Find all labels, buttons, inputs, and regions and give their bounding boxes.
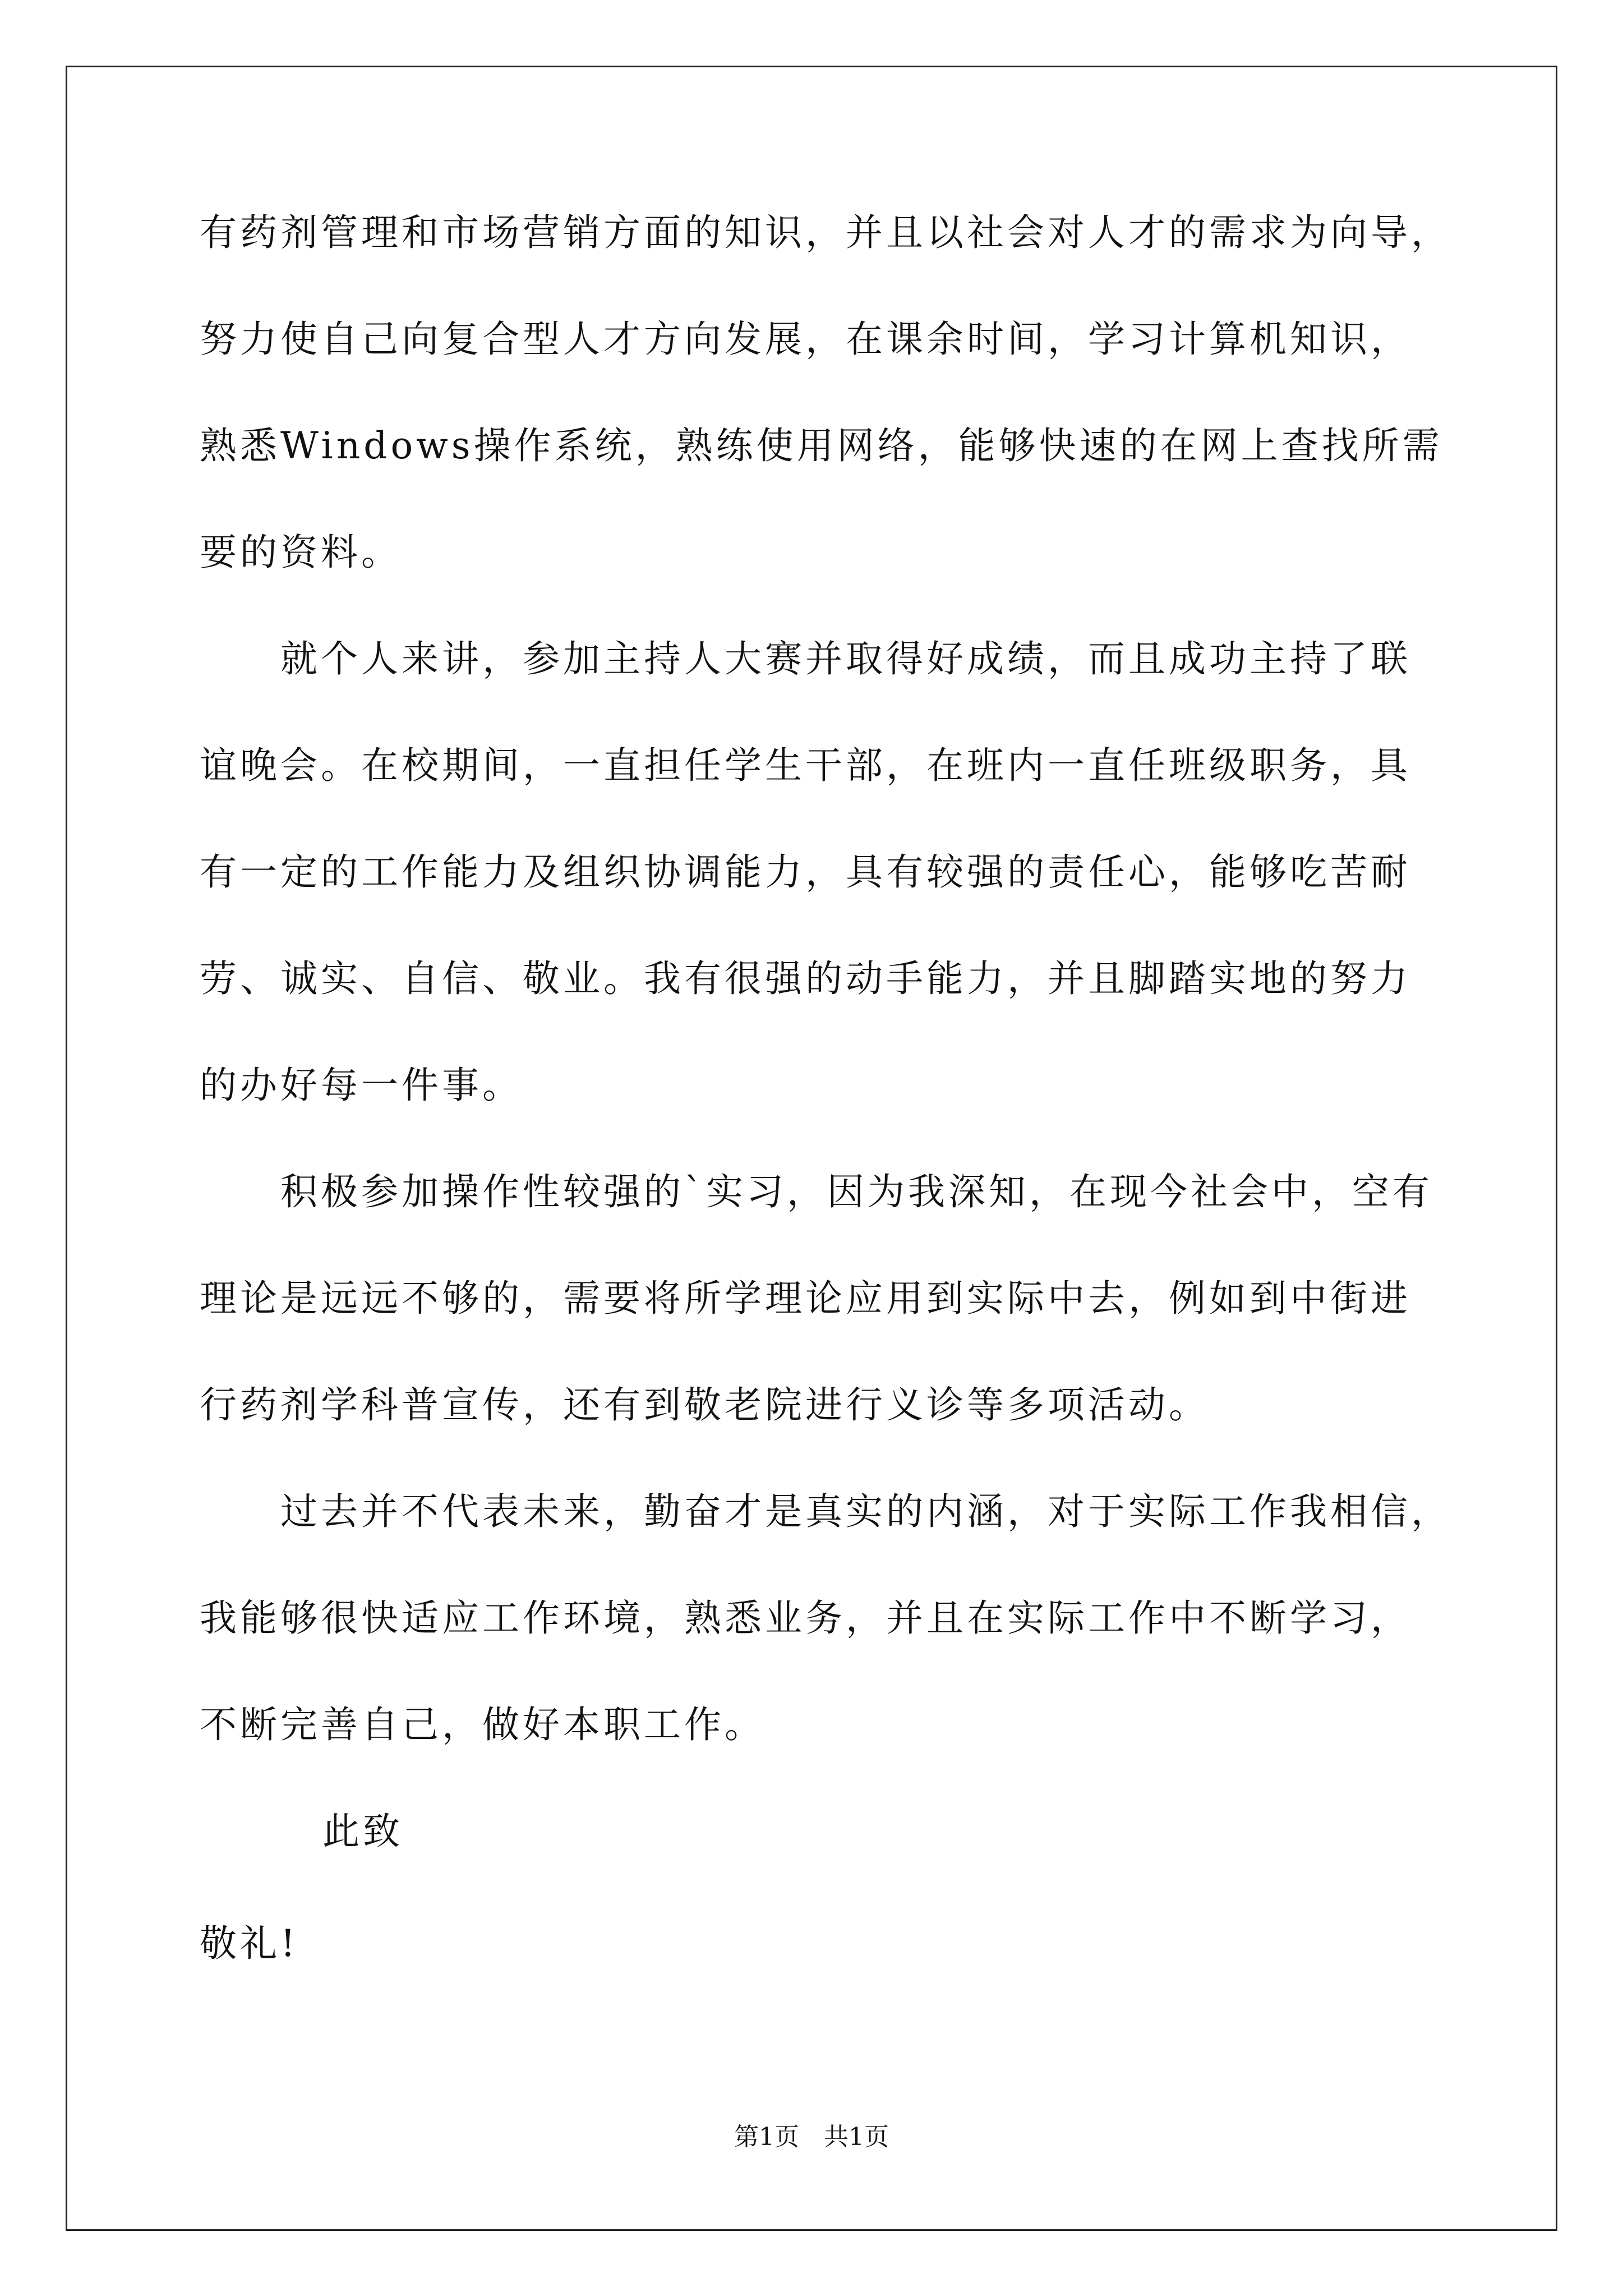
text-line: 有药剂管理和市场营销方面的知识，并且以社会对人才的需求为向导，	[200, 211, 1451, 254]
regards-text: 敬礼!	[200, 1922, 299, 1965]
text-line: 谊晚会。在校期间，一直担任学生干部，在班内一直任班级职务，具	[200, 744, 1411, 787]
page-frame	[66, 66, 1557, 2231]
text-line: 劳、诚实、自信、敬业。我有很强的动手能力，并且脚踏实地的努力	[200, 957, 1411, 1000]
page-number-footer: 第1页 共1页	[734, 2123, 889, 2151]
text-line: 积极参加操作性较强的`实习，因为我深知，在现今社会中，空有	[200, 1170, 1433, 1213]
text-line: 的办好每一件事。	[200, 1064, 523, 1107]
text-line: 不断完善自己，做好本职工作。	[200, 1703, 765, 1746]
text-line: 熟悉Windows操作系统，熟练使用网络，能够快速的在网上查找所需	[200, 424, 1443, 467]
text-line: 有一定的工作能力及组织协调能力，具有较强的责任心，能够吃苦耐	[200, 850, 1411, 894]
text-line: 理论是远远不够的，需要将所学理论应用到实际中去，例如到中街进	[200, 1277, 1411, 1320]
text-line: 我能够很快适应工作环境，熟悉业务，并且在实际工作中不断学习，	[200, 1596, 1411, 1640]
text-line: 要的资料。	[200, 531, 402, 574]
text-line: 努力使自己向复合型人才方向发展，在课余时间，学习计算机知识，	[200, 318, 1411, 361]
closing-text: 此致	[322, 1810, 403, 1853]
text-line: 就个人来讲，参加主持人大赛并取得好成绩，而且成功主持了联	[200, 637, 1411, 680]
text-line: 行药剂学科普宣传，还有到敬老院进行义诊等多项活动。	[200, 1383, 1209, 1427]
text-line: 过去并不代表未来，勤奋才是真实的内涵，对于实际工作我相信，	[200, 1490, 1451, 1533]
